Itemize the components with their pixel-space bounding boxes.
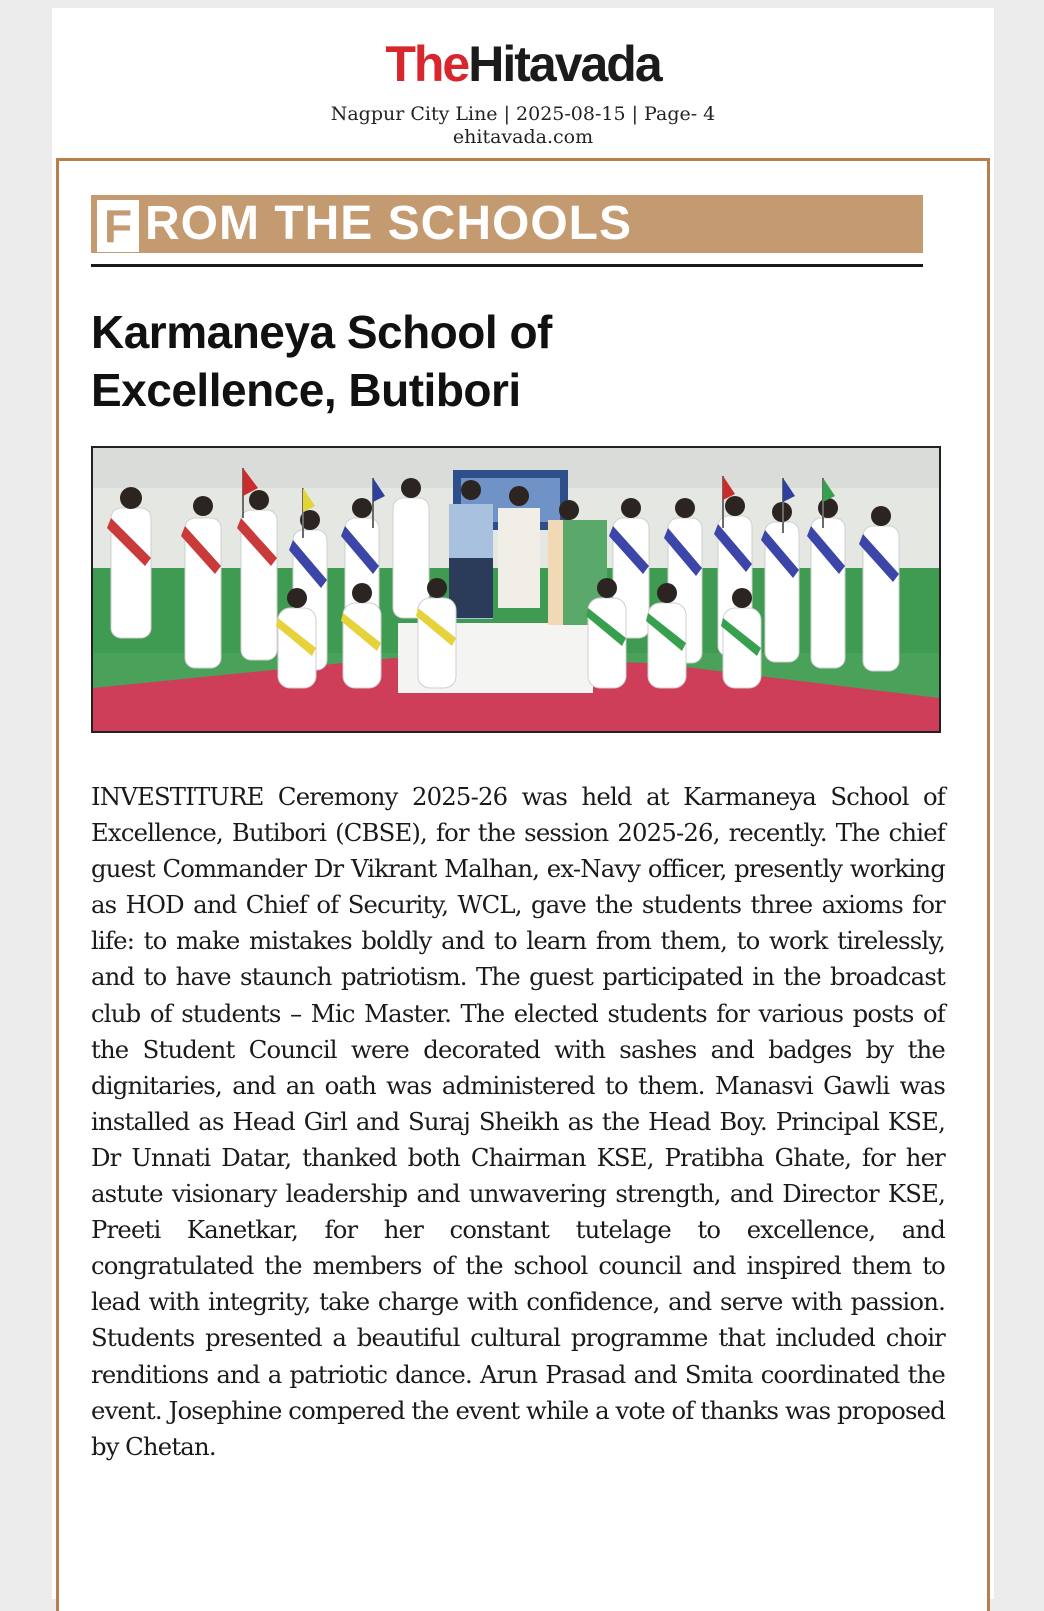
section-banner bbox=[91, 195, 923, 253]
article-photo bbox=[91, 446, 941, 733]
section-title: ROM THE SCHOOLS bbox=[145, 197, 633, 250]
news-clipping bbox=[56, 158, 990, 1611]
section-initial: F bbox=[97, 200, 139, 252]
headline-line-1: Karmaneya School of bbox=[91, 306, 552, 358]
website-link[interactable]: ehitavada.com bbox=[452, 126, 594, 148]
newspaper-sheet bbox=[52, 8, 994, 1599]
article-headline bbox=[91, 303, 791, 419]
logo-the: The bbox=[385, 36, 469, 92]
article-body: INVESTITURE Ceremony 2025-26 was held at Karmaneya School of Excellence, Butibori (CBSE), for the session 2025-26, recently. The chief guest Commander Dr Vikrant Malhan, ex-Navy officer, presently working as HOD and Chief of Security, WCL, gave the students three axioms for life: to make mistakes boldly and to learn from them, to work tirelessly, and to have staunch patriotism. The guest participated in the broadcast club of students – Mic Master. The elected students for various posts of the Student Council were decorated with sashes and badges by the dignitaries, and an oath was administered to them. Manasvi Gawli was installed as Head Girl and Suraj Sheikh as the Head Boy. Principal KSE, Dr Unnati Datar, thanked both Chairman KSE, Pratibha Ghate, for her astute visionary leadership and unwavering strength, and Director KSE, Preeti Kanetkar, for her constant tutelage to excellence, and congratulated the members of the school council and inspired them to lead with integrity, take charge with confidence, and serve with passion. Students presented a beautiful cultural programme that included choir renditions and a patriotic dance. Arun Prasad and Smita coordinated the event. Josephine compered the event while a vote of thanks was proposed by Chetan. bbox=[91, 782, 945, 1461]
ceremony-photo-illustration bbox=[93, 448, 939, 731]
hitavada-logo bbox=[52, 36, 994, 92]
headline-line-2: Excellence, Butibori bbox=[91, 364, 521, 416]
section-rule bbox=[91, 264, 923, 267]
edition-line: Nagpur City Line | 2025-08-15 | Page- 4 bbox=[330, 103, 716, 125]
masthead bbox=[52, 36, 994, 148]
logo-hitavada: Hitavada bbox=[468, 36, 661, 92]
